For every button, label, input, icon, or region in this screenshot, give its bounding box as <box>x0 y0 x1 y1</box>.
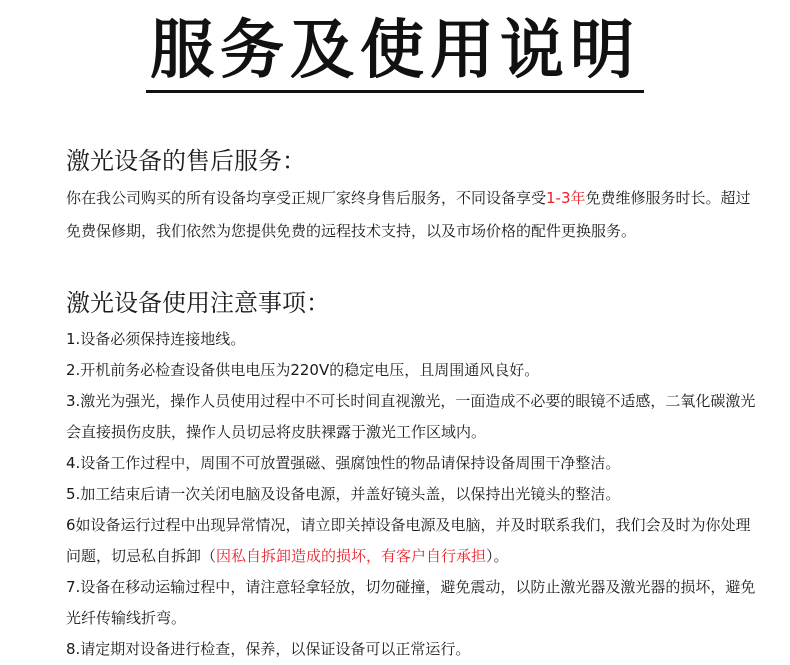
note-item-1: 1.设备必须保持连接地线。 <box>66 330 246 348</box>
after-sales-paragraph <box>66 182 756 248</box>
note-item-6-text-start: 6如设备运行过程中出现异常情况，请立即关掉设备电源及电脑，并及时联系我们，我们会及时为你处理问题，切忌私自拆卸（ <box>66 516 751 565</box>
note-item-7: 7.设备在移动运输过程中，请注意轻拿轻放，切勿碰撞，避免震动，以防止激光器及激光器的损坏，避免光纤传输线折弯。 <box>66 578 756 627</box>
after-sales-text-start: 你在我公司购买的所有设备均享受正规厂家终身售后服务，不同设备享受 <box>66 189 547 207</box>
title-container <box>0 12 790 93</box>
note-item-6 <box>66 510 756 572</box>
after-sales-text-end: 免费维修服务时长。超过免费保修期，我们依然为您提供免费的远程技术支持，以及市场价格的配件更换服务。 <box>66 189 751 240</box>
note-item-2: 2.开机前务必检查设备供电电压为220V的稳定电压，且周围通风良好。 <box>66 361 540 379</box>
note-item-3: 3.激光为强光，操作人员使用过程中不可长时间直视激光，一面造成不必要的眼镜不适感，二氧化碳激光会直接损伤皮肤，操作人员切忌将皮肤裸露于激光工作区域内。 <box>66 392 756 441</box>
page-title: 服务及使用说明 <box>146 12 644 93</box>
after-sales-heading: 激光设备的售后服务： <box>66 147 306 175</box>
note-item-6-text-end: ）。 <box>486 547 509 565</box>
after-sales-section <box>66 146 756 248</box>
usage-notes-section <box>66 288 756 665</box>
note-item-8: 8.请定期对设备进行检查，保养，以保证设备可以正常运行。 <box>66 640 471 658</box>
note-item-6-warning-highlight: 因私自拆卸造成的损坏，有客户自行承担 <box>216 547 487 565</box>
warranty-duration-highlight: 1-3年 <box>546 189 586 207</box>
usage-notes-heading: 激光设备使用注意事项： <box>66 289 330 317</box>
note-item-4: 4.设备工作过程中，周围不可放置强磁、强腐蚀性的物品请保持设备周围干净整洁。 <box>66 454 621 472</box>
note-item-5: 5.加工结束后请一次关闭电脑及设备电源，并盖好镜头盖，以保持出光镜头的整洁。 <box>66 485 621 503</box>
